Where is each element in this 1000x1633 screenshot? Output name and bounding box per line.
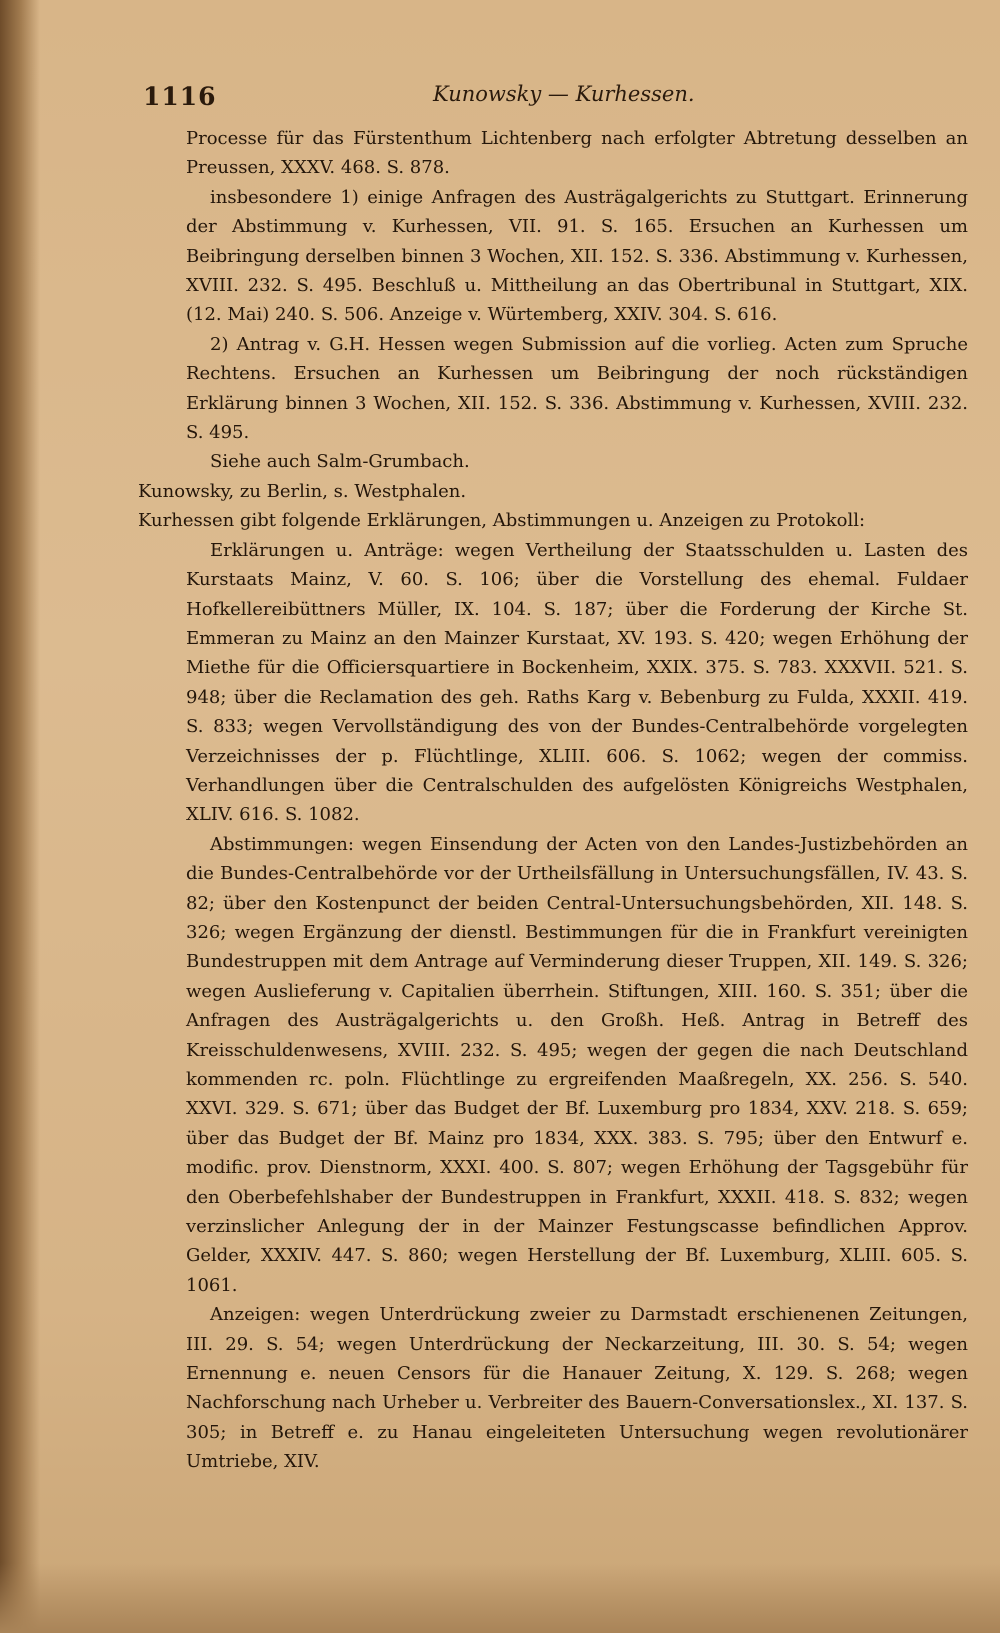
page-bottom-shadow <box>0 1563 1000 1633</box>
paragraph-austraegal-anfragen: insbesondere 1) einige Anfragen des Austrägalgerichts zu Stuttgart. Erinnerung der Abstimmung v. Kurhessen, VII. 91. S. 165. Ersuchen an Kurhessen um Beibringung derselben binnen 3 Wochen, XII. 152. S. 336. Abstimmung v. Kurhessen, XVIII. 232. S. 495. Beschluß u. Mittheilung an das Obertribunal in Stuttgart, XIX. (12. Mai) 240. S. 506. Anzeige v. Würtemberg, XXIV. 304. S. 616. <box>186 186 968 326</box>
paragraph-erklaerungen: Erklärungen u. Anträge: wegen Vertheilung der Staatsschulden u. Lasten des Kurstaats Mainz, V. 60. S. 106; über die Vorstellung des ehemal. Fuldaer Hofkellereibüttners Müller, IX. 104. S. 187; über die Forderung der Kirche St. Emmeran zu Mainz an den Mainzer Kurstaat, XV. 193. S. 420; wegen Erhöhung der Miethe für die Officiersquartiere in Bockenheim, XXIX. 375. S. 783. XXXVII. 521. S. 948; über die Reclamation des geh. Raths Karg v. Bebenburg zu Fulda, XXXII. 419. S. 833; wegen Vervollständigung des von der Bundes-Centralbehörde vorgelegten Verzeichnisses der p. Flüchtlinge, XLIII. 606. S. 1062; wegen der commiss. Verhandlungen über die Centralschulden des aufgelösten Königreichs Westphalen, XLIV. 616. S. 1082. <box>186 539 968 826</box>
paragraph-abstimmungen: Abstimmungen: wegen Einsendung der Acten von den Landes-Justizbehörden an die Bundes-Centralbehörde vor der Urtheilsfällung in Untersuchungsfällen, IV. 43. S. 82; über den Kostenpunct der beiden Central-Untersuchungsbehörden, XII. 148. S. 326; wegen Ergänzung der dienstl. Bestimmungen für die in Frankfurt vereinigten Bundestruppen mit dem Antrage auf Verminderung dieser Truppen, XII. 149. S. 326; wegen Auslieferung v. Capitalien überrhein. Stiftungen, XIII. 160. S. 351; über die Anfragen des Austrägalgerichts u. den Großh. Heß. Antrag in Betreff des Kreisschuldenwesens, XVIII. 232. S. 495; wegen der gegen die nach Deutschland kommenden rc. poln. Flüchtlinge zu ergreifenden Maaßregeln, XX. 256. S. 540. XXVI. 329. S. 671; über das Budget der Bf. Luxemburg pro 1834, XXV. 218. S. 659; über das Budget der Bf. Mainz pro 1834, XXX. 383. S. 795; über den Entwurf e. modific. prov. Dienstnorm, XXXI. 400. S. 807; wegen Erhöhung der Tagsgebühr für den Oberbefehlshaber der Bundestruppen in Frankfurt, XXXII. 418. S. 832; wegen verzinslicher Anlegung der in der Mainzer Festungscasse befindlichen Approv. Gelder, XXXIV. 447. S. 860; wegen Herstellung der Bf. Luxemburg, XLIII. 605. S. 1061. <box>186 833 968 1296</box>
page-number: 1116 <box>143 82 217 111</box>
paragraph-siehe-auch: Siehe auch Salm-Grumbach. <box>210 451 470 473</box>
paragraph-antrag-hessen: 2) Antrag v. G.H. Hessen wegen Submission auf die vorlieg. Acten zum Spruche Rechtens. Ersuchen an Kurhessen um Beibringung der noch rückständigen Erklärung binnen 3 Wochen, XII. 152. S. 336. Abstimmung v. Kurhessen, XVIII. 232. S. 495. <box>186 333 968 444</box>
running-head: Kunowsky — Kurhessen. <box>433 82 695 106</box>
index-body <box>138 124 968 1477</box>
entry-kurhessen: Kurhessen gibt folgende Erklärungen, Abstimmungen u. Anzeigen zu Protokoll: <box>138 510 866 532</box>
paragraph-anzeigen: Anzeigen: wegen Unterdrückung zweier zu Darmstadt erschienenen Zeitungen, III. 29. S. 54; wegen Unterdrückung der Neckarzeitung, III. 30. S. 54; wegen Ernennung e. neuen Censors für die Hanauer Zeitung, X. 129. S. 268; wegen Nachforschung nach Urheber u. Verbreiter des Bauern-Conversationslex., XI. 137. S. 305; in Betreff e. zu Hanau eingeleiteten Untersuchung wegen revolutionärer Umtriebe, XIV. <box>186 1304 968 1473</box>
page-header <box>143 78 943 118</box>
entry-kunowsky: Kunowsky, zu Berlin, s. Westphalen. <box>138 480 467 502</box>
page-binding-shadow <box>0 0 40 1633</box>
paragraph-processe: Processe für das Fürstenthum Lichtenberg nach erfolgter Abtretung desselben an Preussen, XXXV. 468. S. 878. <box>186 128 968 179</box>
